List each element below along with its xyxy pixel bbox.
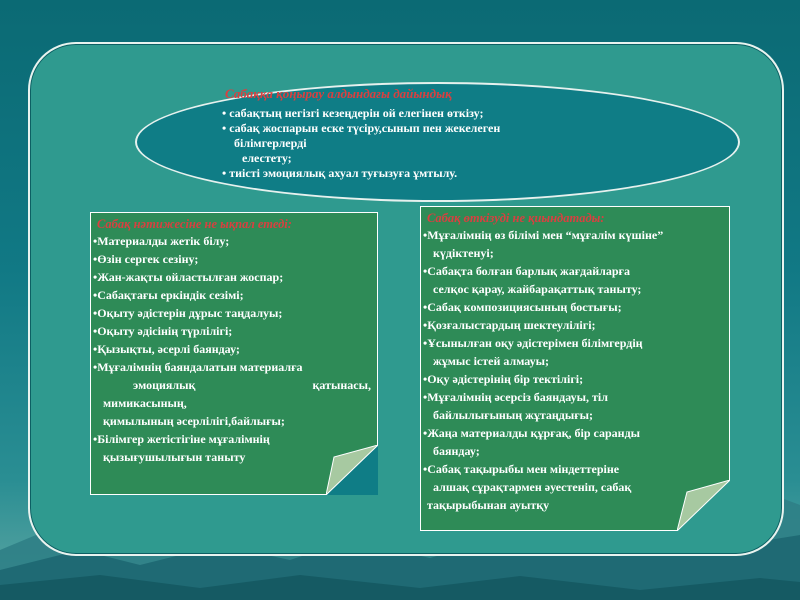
left-card-fold (326, 445, 378, 495)
list-item: •Оқыту әдісінің түрлілігі; (93, 324, 233, 338)
list-item: •Жаңа материалды құрғақ, бір саранды (423, 426, 641, 440)
list-item: •Білімгер жетістігіне мұғалімнің (93, 432, 270, 446)
list-item: эмоциялық қатынасы, (133, 378, 371, 392)
list-item: •Сабақта болған барлық жағдайларға (423, 264, 630, 278)
oval-list (222, 106, 642, 181)
right-card-fold (677, 480, 730, 531)
list-item: •Өзін сергек сезіну; (93, 252, 199, 266)
list-item: баяндау; (433, 444, 480, 458)
oval-item: • сабақ жоспарын еске түсіру,сынып пен жекелеген (222, 121, 501, 135)
list-item: қызығушылығын таныту (103, 450, 246, 464)
list-item: мимикасының, (103, 396, 187, 410)
list-item: •Жан-жақты ойластылған жоспар; (93, 270, 284, 284)
list-item: •Сабақ композициясының бостығы; (423, 300, 622, 314)
list-item: •Материалды жетік білу; (93, 234, 230, 248)
list-item: селқос қарау, жайбарақаттық таныту; (433, 282, 642, 296)
list-item: күдіктенуі; (433, 246, 494, 260)
list-item: тақырыбынан ауытқу (427, 498, 550, 512)
right-card-title: Сабақ өткізуді не қиындатады: (427, 211, 605, 225)
list-item: •Қызықты, әсерлі баяндау; (93, 342, 240, 356)
list-item: •Сабақ тақырыбы мен міндеттеріне (423, 462, 620, 476)
list-item: •Оқыту әдістерін дұрыс таңдалуы; (93, 306, 283, 320)
list-item: •Сабақтағы еркіндік сезімі; (93, 288, 244, 302)
oval-item: білімгерлерді (234, 136, 307, 150)
list-item: байлылығының жұтаңдығы; (433, 408, 594, 422)
list-item: •Мұғалімнің әсерсіз баяндауы, тіл (423, 390, 608, 404)
list-item: •Мұғалімнің өз білімі мен “мұғалім күшіне” (423, 228, 664, 242)
list-item: жұмыс істей алмауы; (433, 354, 550, 368)
list-item: •Қозғалыстардың шектеулілігі; (423, 318, 596, 332)
list-item: •Оқу әдістерінің бір тектілігі; (423, 372, 584, 386)
right-card-list (421, 226, 729, 514)
oval-item: елестету; (242, 151, 292, 165)
list-item: алшақ сұрақтармен әуестеніп, сабақ (433, 480, 632, 494)
oval-item: • тиісті эмоциялық ахуал туғызуға ұмтылу. (222, 166, 458, 180)
list-item: •Ұсынылған оқу әдістерімен білімгердің (423, 336, 643, 350)
list-item: •Мұғалімнің баяндалатын материалға (93, 360, 303, 374)
left-card-title: Сабақ нәтижесіне не ықпал етеді: (97, 217, 292, 231)
oval-title: Сабаққа қоңырау алдындағы дайындық (225, 86, 452, 101)
oval-item: • сабақтың негізгі кезеңдерін ой елегінен өткізу; (222, 106, 484, 120)
list-item: қимылының әсерлілігі,байлығы; (103, 414, 285, 428)
left-card-list (91, 232, 377, 466)
